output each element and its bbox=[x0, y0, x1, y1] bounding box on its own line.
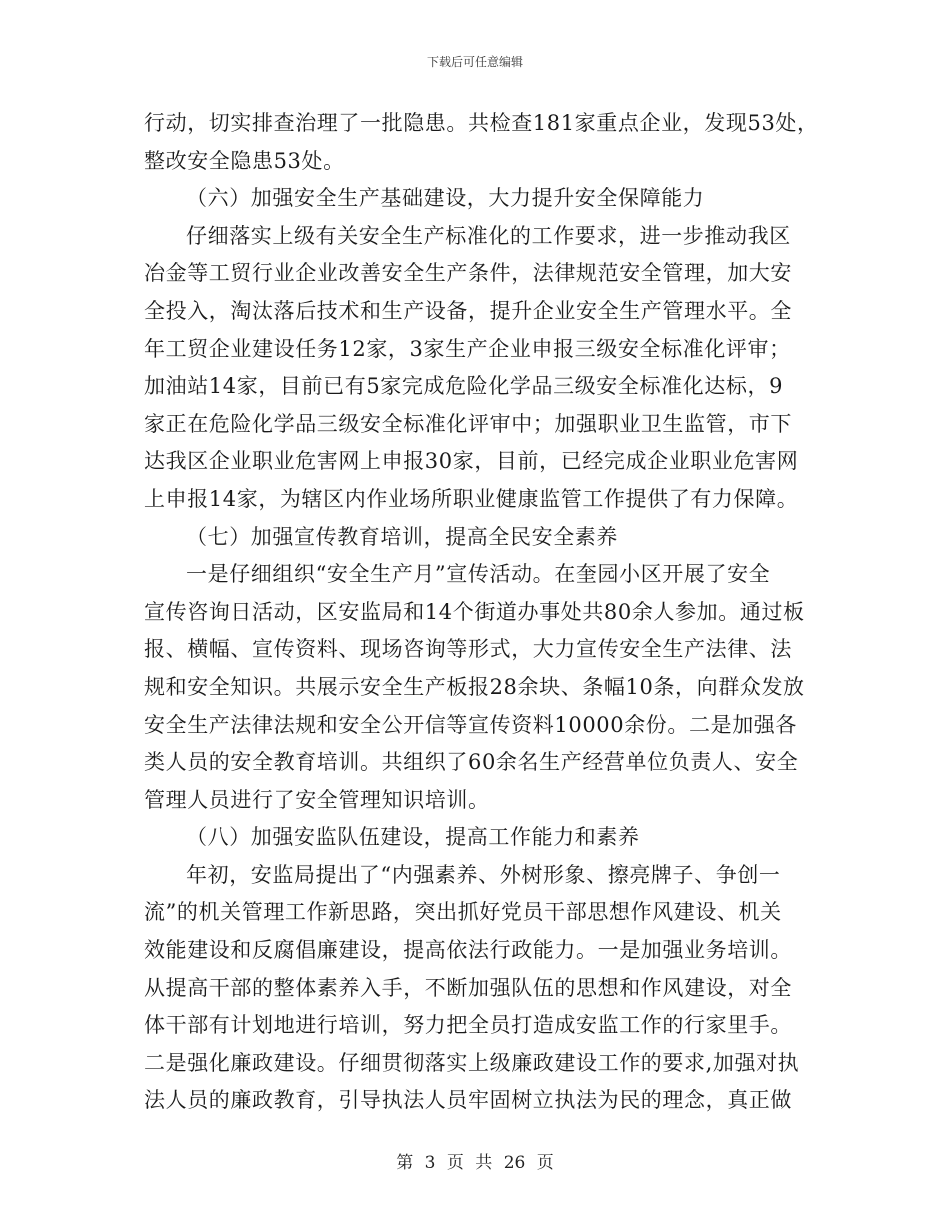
text-line: 达我区企业职业危害网上申报30家，目前，已经完成企业职业危害网 bbox=[144, 449, 799, 474]
text-line: （七）加强宣传教育培训，提高全民安全素养 bbox=[186, 524, 618, 549]
header-note: 下载后可任意编辑 bbox=[426, 55, 523, 69]
text-line: 规和安全知识。共展示安全生产板报28余块、条幅10条，向群众发放 bbox=[144, 674, 805, 699]
text-line: 安全生产法律法规和安全公开信等宣传资料10000余份。二是加强各 bbox=[144, 712, 798, 737]
text-line: （六）加强安全生产基础建设，大力提升安全保障能力 bbox=[186, 186, 705, 211]
text-line: 管理人员进行了安全管理知识培训。 bbox=[144, 787, 490, 812]
page-footer: 第 3 页 共 26 页 bbox=[396, 1153, 554, 1173]
text-line: 从提高干部的整体素养入手，不断加强队伍的思想和作风建设，对全 bbox=[144, 975, 792, 1000]
text-line: 类人员的安全教育培训。共组织了60余名生产经营单位负责人、安全 bbox=[144, 750, 799, 775]
text-line: 冶金等工贸行业企业改善安全生产条件，法律规范安全管理，加大安 bbox=[144, 261, 792, 286]
text-line: 一是仔细组织“安全生产月”宣传活动。在奎园小区开展了安全 bbox=[186, 562, 771, 587]
text-line: 法人员的廉政教育，引导执法人员牢固树立执法为民的理念，真正做 bbox=[144, 1088, 792, 1113]
text-line: 报、横幅、宣传资料、现场咨询等形式，大力宣传安全生产法律、法 bbox=[144, 637, 792, 662]
text-line: 宣传咨询日活动，区安监局和14个街道办事处共80余人参加。通过板 bbox=[144, 599, 805, 624]
text-line: 整改安全隐患53处。 bbox=[144, 148, 345, 173]
text-line: 效能建设和反腐倡廉建设，提高依法行政能力。一是加强业务培训。 bbox=[144, 938, 792, 963]
text-line: 仔细落实上级有关安全生产标准化的工作要求，进一步推动我区 bbox=[186, 223, 791, 248]
text-line: 上申报14家，为辖区内作业场所职业健康监管工作提供了有力保障。 bbox=[144, 486, 799, 511]
text-line: 二是强化廉政建设。仔细贯彻落实上级廉政建设工作的要求,加强对执 bbox=[144, 1050, 800, 1075]
text-line: 年工贸企业建设任务12家，3家生产企业申报三级安全标准化评审； bbox=[144, 336, 791, 361]
body-text bbox=[144, 105, 824, 1120]
text-line: 家正在危险化学品三级安全标准化评审中；加强职业卫生监管，市下 bbox=[144, 411, 792, 436]
text-line: 行动，切实排查治理了一批隐患。共检查181家重点企业，发现53处， bbox=[144, 111, 819, 135]
text-line: 流”的机关管理工作新思路，突出抓好党员干部思想作风建设、机关 bbox=[144, 900, 782, 925]
text-line: 年初，安监局提出了“内强素养、外树形象、擦亮牌子、争创一 bbox=[186, 862, 781, 887]
text-line: 体干部有计划地进行培训，努力把全员打造成安监工作的行家里手。 bbox=[144, 1013, 792, 1038]
text-line: 全投入，淘汰落后技术和生产设备，提升企业安全生产管理水平。全 bbox=[144, 298, 792, 323]
text-line: 加油站14家，目前已有5家完成危险化学品三级安全标准化达标，9 bbox=[144, 374, 784, 399]
text-line: （八）加强安监队伍建设，提高工作能力和素养 bbox=[186, 825, 640, 850]
